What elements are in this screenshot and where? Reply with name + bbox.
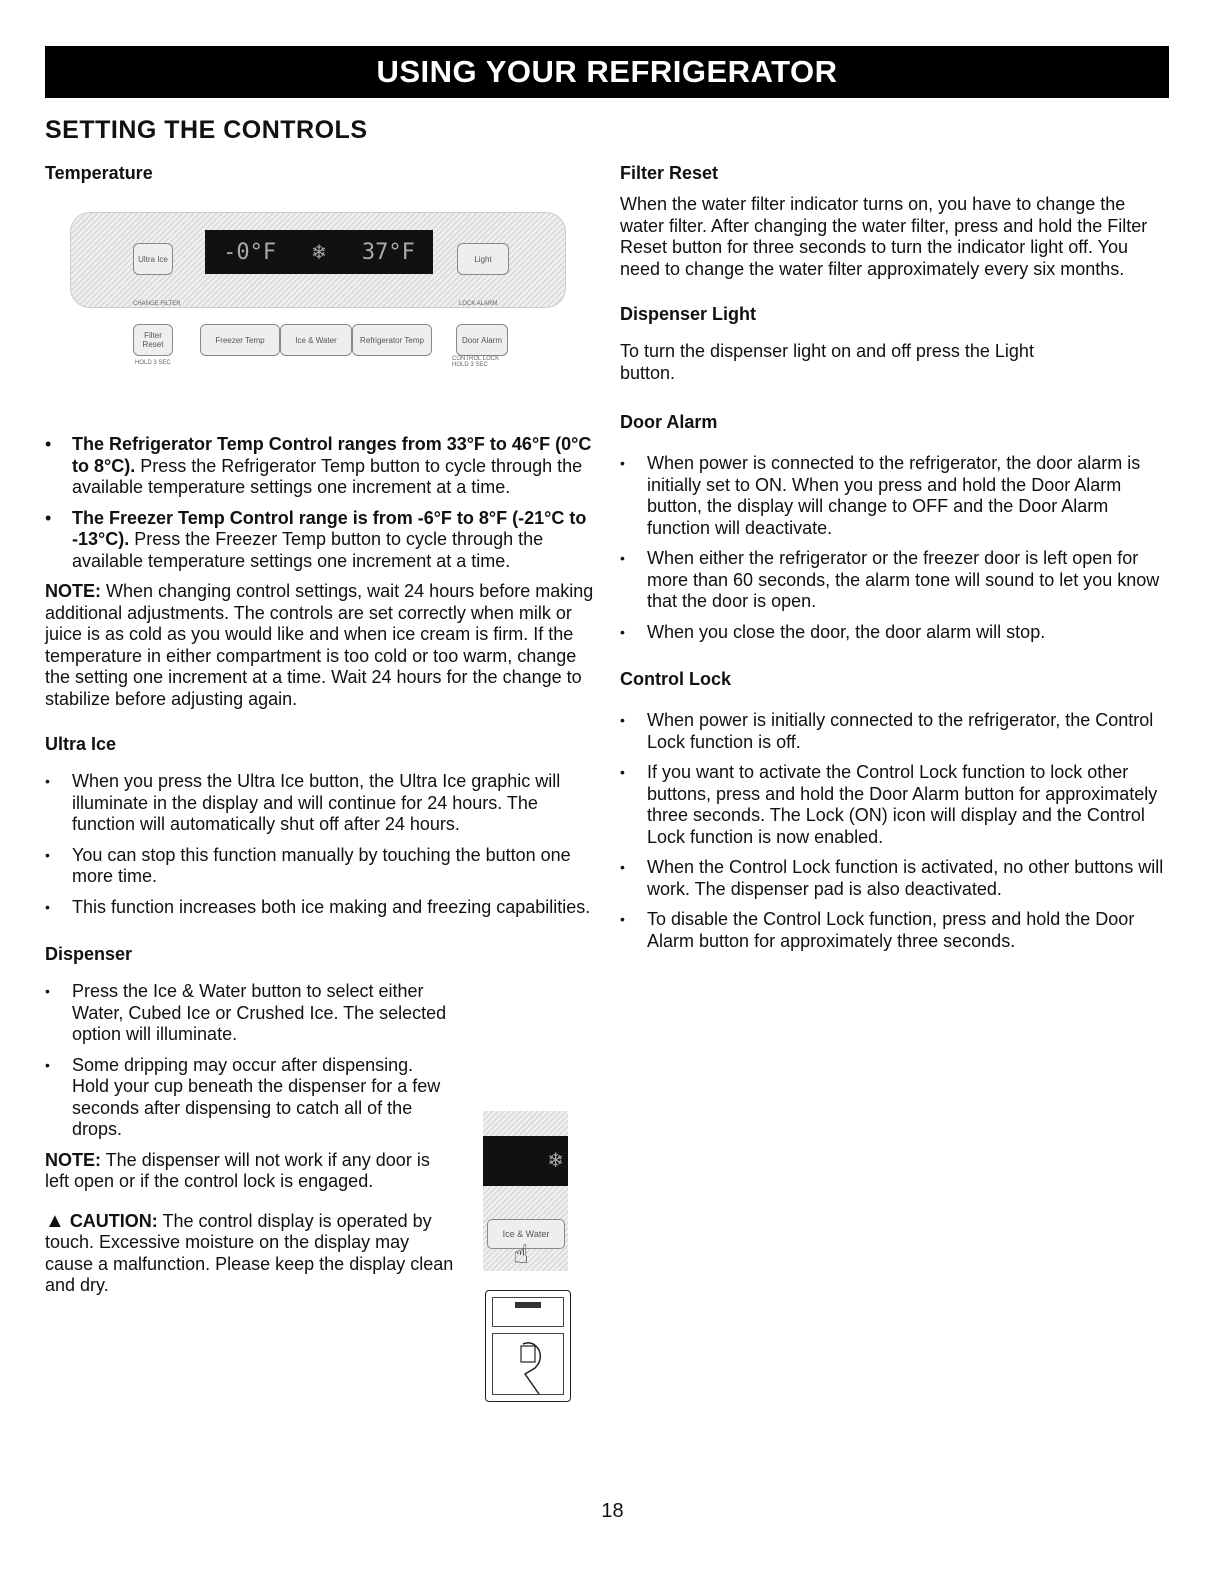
fridge-dispenser-illustration [485, 1290, 571, 1402]
door-alarm-button: Door Alarm [456, 324, 508, 356]
control-lock-label: CONTROL LOCK HOLD 3 SEC [452, 356, 500, 368]
fridge-temp-readout: 37°F [361, 239, 415, 265]
dispenser-heading: Dispenser [45, 944, 133, 964]
page-banner: USING YOUR REFRIGERATOR [45, 46, 1169, 98]
temperature-bullets [45, 434, 595, 572]
right-column [620, 163, 1172, 961]
list-item: • This function increases both ice making and freezing capabilities. [45, 897, 595, 919]
control-lock-heading: Control Lock [620, 669, 731, 689]
list-item: • When power is initially connected to the refrigerator, the Control Lock function is off. [620, 710, 1172, 753]
list-item: • Press the Ice & Water button to select either Water, Cubed Ice or Crushed Ice. The selected option will illuminate. [45, 981, 455, 1046]
dispenser-niche [492, 1333, 564, 1395]
refrigerator-temp-button: Refrigerator Temp [352, 324, 432, 356]
dispenser-bullets [45, 981, 455, 1141]
dispenser-panel-illustration [483, 1111, 568, 1271]
ice-water-button: Ice & Water [280, 324, 352, 356]
temperature-heading: Temperature [45, 163, 153, 183]
caution-note: ▲ CAUTION: The control display is operated by touch. Excessive moisture on the display may cause a malfunction. Please keep the display clean and dry. [45, 1209, 454, 1295]
list-item: • You can stop this function manually by touching the button one more time. [45, 845, 595, 888]
list-item: • The Freezer Temp Control range is from -6°F to 8°F (-21°C to -13°C). Press the Freezer Temp button to cycle through the available temperature settings one increment at a time. [45, 508, 595, 573]
filter-reset-button: Filter Reset [133, 324, 173, 356]
dispenser-light-text: To turn the dispenser light on and off press the Light button. [620, 341, 1034, 383]
ultra-ice-heading: Ultra Ice [45, 734, 117, 754]
mini-display [492, 1297, 564, 1327]
list-item: • When the Control Lock function is activated, no other buttons will work. The dispenser pad is also deactivated. [620, 857, 1172, 900]
list-item: • To disable the Control Lock function, press and hold the Door Alarm button for approximately three seconds. [620, 909, 1172, 952]
list-item: • The Refrigerator Temp Control ranges from 33°F to 46°F (0°C to 8°C). Press the Refrigerator Temp button to cycle through the available temperature settings one increment at a time. [45, 434, 595, 499]
dispenser-light-heading: Dispenser Light [620, 304, 757, 324]
dispenser-display-icon: ❄ [483, 1136, 568, 1186]
lock-alarm-label: LOCK ALARM [459, 301, 498, 307]
filter-reset-heading: Filter Reset [620, 163, 719, 183]
change-filter-label: CHANGE FILTER [133, 301, 181, 307]
filter-reset-text: When the water filter indicator turns on, you have to change the water filter. After changing the water filter, press and hold the Filter Reset button for three seconds to turn the indicator light off. You need to change the water filter approximately every six months. [620, 194, 1148, 279]
ice-water-button-illustration: Ice & Water [487, 1219, 565, 1249]
door-alarm-heading: Door Alarm [620, 412, 718, 432]
pointing-hand-icon: ☝ [513, 1239, 529, 1269]
control-lock-bullets [620, 710, 1172, 952]
freezer-temp-button: Freezer Temp [200, 324, 280, 356]
list-item: • If you want to activate the Control Lock function to lock other buttons, press and hold the Door Alarm button for approximately three seconds. The Lock (ON) icon will display and the Control Lock function is now enabled. [620, 762, 1172, 848]
hand-with-cup-icon [493, 1334, 563, 1394]
ice-water-icons: ❄ [312, 239, 326, 265]
list-item: • When you close the door, the door alarm will stop. [620, 622, 1172, 644]
list-item: • When power is connected to the refrigerator, the door alarm is initially set to ON. When you press and hold the Door Alarm button, the display will change to OFF and the Door Alarm function will deactivate. [620, 453, 1172, 539]
ultra-ice-bullets [45, 771, 595, 918]
list-item: • Some dripping may occur after dispensing. Hold your cup beneath the dispenser for a few seconds after dispensing to catch all of the drops. [45, 1055, 455, 1141]
section-title: SETTING THE CONTROLS [45, 116, 368, 144]
list-item: • When either the refrigerator or the freezer door is left open for more than 60 seconds, the alarm tone will sound to let you know that the door is open. [620, 548, 1172, 613]
warning-icon: ▲ [45, 1209, 65, 1232]
hold-3sec-label: HOLD 3 SEC [135, 360, 171, 366]
ultra-ice-button: Ultra Ice [133, 243, 173, 275]
dispenser-note: NOTE: The dispenser will not work if any door is left open or if the control lock is engaged. [45, 1149, 430, 1191]
door-alarm-bullets [620, 453, 1172, 643]
page-number: 18 [601, 1500, 624, 1522]
temperature-note: NOTE: When changing control settings, wait 24 hours before making additional adjustments. The controls are set correctly when milk or juice is as cold as you would like and when ice cream is firm. If the temperature in either compartment is too cold or too warm, change the setting one increment at a time. Wait 24 hours for the change to stabilize before adjusting again. [45, 581, 594, 709]
light-button: Light [457, 243, 509, 275]
list-item: • When you press the Ultra Ice button, the Ultra Ice graphic will illuminate in the display and will continue for 24 hours. The function will automatically shut off after 24 hours. [45, 771, 595, 836]
freezer-temp-readout: -0°F [223, 239, 277, 265]
